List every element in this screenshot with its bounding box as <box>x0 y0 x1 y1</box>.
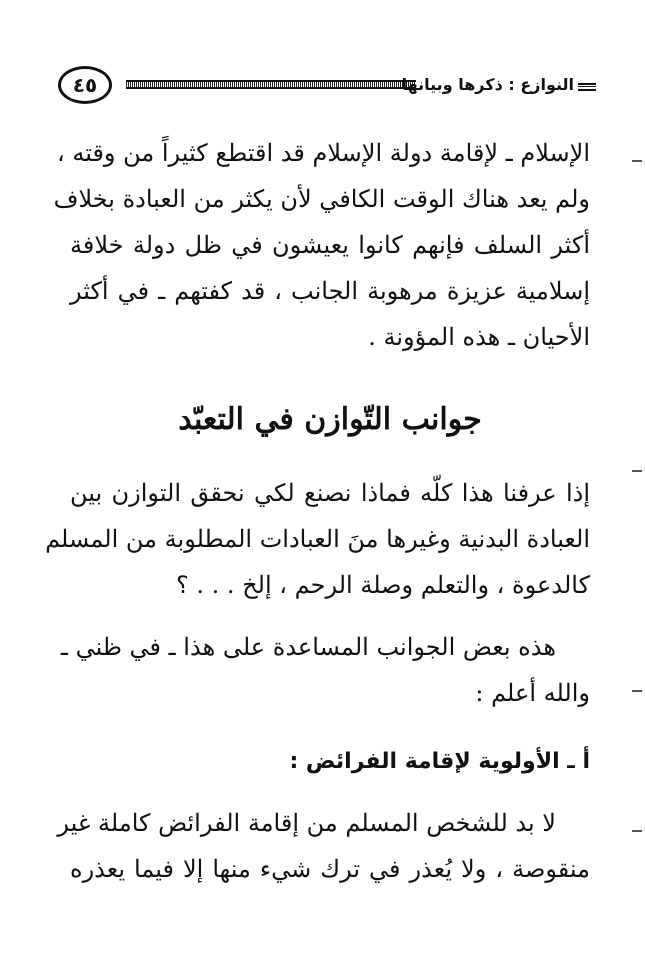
margin-mark <box>632 690 642 692</box>
paragraph-4 <box>57 800 591 892</box>
margin-mark <box>632 830 642 832</box>
running-title: النوازع : ذكرها وبيانها <box>401 75 574 94</box>
margin-mark <box>632 160 642 162</box>
text-line: إذا عرفنا هذا كلّه فماذا نصنع لكي نحقق التوازن بين <box>70 479 590 507</box>
text-line: هذه بعض الجوانب المساعدة على هذا ـ في ظني ـ <box>60 633 556 661</box>
page-header <box>58 66 598 106</box>
text-line: الإسلام ـ لإقامة دولة الإسلام قد اقتطع كثيراً من وقته ، <box>56 139 590 167</box>
text-line: والله أعلم : <box>475 679 590 707</box>
paragraph-3 <box>60 624 590 716</box>
text-line: منقوصة ، ولا يُعذر في ترك شيء منها إلا فيما يعذره <box>70 855 591 883</box>
text-line: كالدعوة ، والتعلم وصلة الرحم ، إلخ . . . ؟ <box>176 571 590 599</box>
header-ornament-icon <box>578 83 596 91</box>
page-number: ٤٥ <box>58 66 112 104</box>
section-heading: جوانب التّوازن في التعبّد <box>178 402 482 437</box>
text-line: العبادة البدنية وغيرها منَ العبادات المطلوبة من المسلم <box>45 525 590 553</box>
subsection-heading: أ ـ الأولوية لإقامة الفرائض : <box>289 749 590 774</box>
header-rule <box>126 80 416 89</box>
text-line: لا بد للشخص المسلم من إقامة الفرائض كاملة غير <box>57 809 556 837</box>
text-line: الأحيان ـ هذه المؤونة . <box>368 323 590 351</box>
margin-mark <box>632 470 642 472</box>
text-line: إسلامية عزيزة مرهوبة الجانب ، قد كفتهم ـ في أكثر <box>70 277 590 305</box>
text-line: ولم يعد هناك الوقت الكافي لأن يكثر من العبادة بخلاف <box>53 185 590 213</box>
paragraph-2 <box>45 470 590 608</box>
text-line: أكثر السلف فإنهم كانوا يعيشون في ظل دولة خلافة <box>70 231 590 259</box>
paragraph-1 <box>53 130 590 360</box>
